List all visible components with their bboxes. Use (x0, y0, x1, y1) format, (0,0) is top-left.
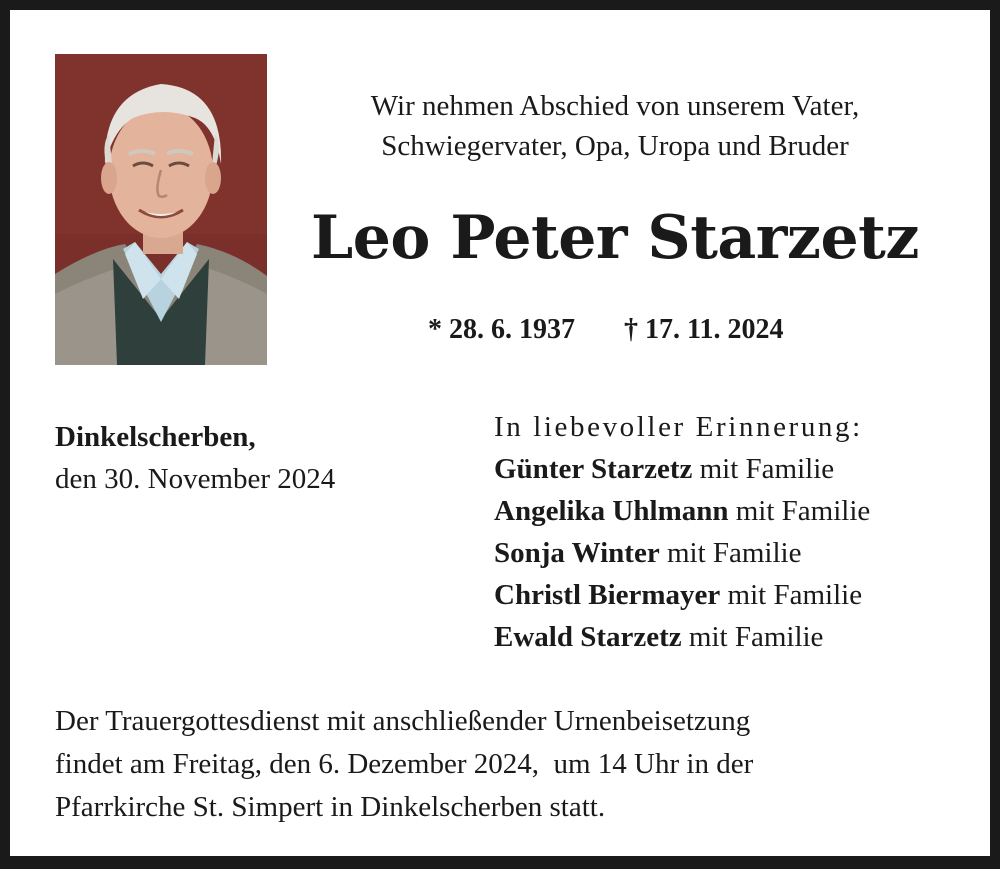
death-date: † 17. 11. 2024 (624, 314, 784, 345)
mourner-name: Günter Starzetz (494, 453, 693, 485)
mourners-list (494, 406, 870, 658)
portrait-photo (55, 54, 267, 365)
intro-line: Wir nehmen Abschied von unserem Vater, (370, 90, 860, 122)
intro-text (265, 86, 965, 166)
mourner-name: Angelika Uhlmann (494, 495, 729, 527)
place-city: Dinkelscherben, (55, 421, 256, 453)
birth-date: * 28. 6. 1937 (428, 314, 575, 345)
mourner-entry (494, 574, 870, 616)
deceased-name: Leo Peter Starzetz (311, 203, 919, 273)
obituary-card (10, 10, 990, 856)
mourner-suffix: mit Familie (728, 495, 871, 527)
mourner-suffix: mit Familie (659, 537, 802, 569)
service-notice (55, 700, 955, 829)
service-line: Pfarrkirche St. Simpert in Dinkelscherben statt. (55, 791, 606, 823)
mourner-suffix: mit Familie (692, 453, 835, 485)
service-line: Der Trauergottesdienst mit anschließender Urnenbeisetzung (55, 705, 751, 737)
life-dates (428, 310, 783, 350)
service-line: findet am Freitag, den 6. Dezember 2024, um 14 Uhr in der (55, 748, 754, 780)
place-and-date (55, 416, 335, 500)
mourner-suffix: mit Familie (720, 579, 863, 611)
memory-heading: In liebevoller Erinnerung: (494, 411, 863, 443)
mourner-name: Sonja Winter (494, 537, 660, 569)
mourner-entry (494, 532, 870, 574)
mourner-entry (494, 490, 870, 532)
mourner-entry (494, 448, 870, 490)
mourner-entry (494, 616, 870, 658)
publication-date: den 30. November 2024 (55, 463, 336, 495)
mourner-name: Christl Biermayer (494, 579, 721, 611)
intro-line: Schwiegervater, Opa, Uropa und Bruder (381, 130, 849, 162)
mourner-suffix: mit Familie (681, 621, 824, 653)
mourner-name: Ewald Starzetz (494, 621, 682, 653)
